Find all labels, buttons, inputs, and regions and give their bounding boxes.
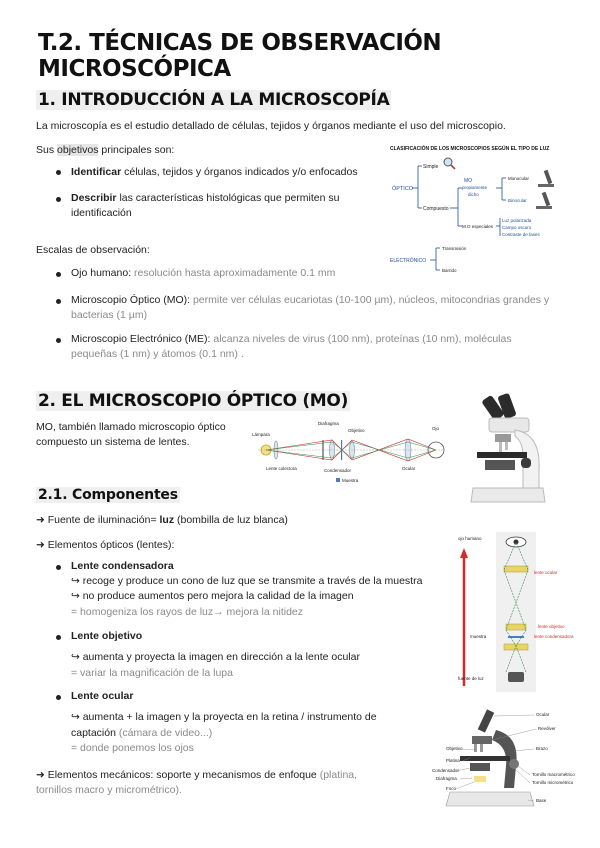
svg-text:Lente colectora: Lente colectora xyxy=(266,466,297,471)
classification-diagram xyxy=(386,140,586,280)
objective-item: Describir las características histológicas que permiten su identificación xyxy=(71,192,340,219)
magnifier-icon xyxy=(444,158,455,169)
mecanicos-item: ➜ Elementos mecánicos: soporte y mecanismos de enfoque (platina, xyxy=(36,769,358,781)
bullet xyxy=(56,695,61,700)
svg-text:Brazo: Brazo xyxy=(536,746,548,751)
lente-line: captación (cámara de video...) xyxy=(71,727,213,739)
svg-text:Platina: Platina xyxy=(446,758,460,763)
svg-text:Simple: Simple xyxy=(423,164,439,170)
opticos-item: ➜ Elementos ópticos (lentes): xyxy=(36,539,175,551)
microscope-icon xyxy=(536,192,552,209)
svg-text:dicho: dicho xyxy=(468,192,479,197)
svg-text:Condensador: Condensador xyxy=(432,768,460,773)
svg-text:Diafragma: Diafragma xyxy=(436,776,457,781)
svg-text:Ocular: Ocular xyxy=(402,466,416,471)
components-heading: 2.1. Componentes xyxy=(38,487,178,503)
svg-text:Objetivo: Objetivo xyxy=(348,428,365,433)
svg-text:Luz polarizada: Luz polarizada xyxy=(502,218,532,223)
svg-text:muestra: muestra xyxy=(470,634,487,639)
page-title: T.2. TÉCNICAS DE OBSERVACIÓN MICROSCÓPICA xyxy=(38,30,442,82)
intro-text: La microscopía es el estudio detallado de células, tejidos y órganos mediante el uso del microscopio. xyxy=(36,120,506,132)
microscope-photo xyxy=(445,390,565,510)
lente-name: Lente objetivo xyxy=(71,630,143,642)
svg-text:Muestra: Muestra xyxy=(342,478,359,483)
section-2-heading: 2. EL MICROSCOPIO ÓPTICO (MO) xyxy=(38,391,349,411)
optico-label: ÓPTICO xyxy=(392,186,414,192)
fuente-item: ➜ Fuente de iluminación= luz (bombilla de luz blanca) xyxy=(36,514,288,526)
bullet xyxy=(56,635,61,640)
svg-text:ojo humano: ojo humano xyxy=(458,536,482,541)
objectives-word: objetivos xyxy=(57,144,99,156)
svg-text:lente ocular: lente ocular xyxy=(534,570,558,575)
light-path-diagram xyxy=(248,418,448,488)
svg-text:Revólver: Revólver xyxy=(538,726,556,731)
svg-text:Ocular: Ocular xyxy=(536,712,550,717)
svg-text:fuente de luz: fuente de luz xyxy=(458,676,484,681)
bullet xyxy=(56,338,61,343)
mecanicos-item-cont: tornillos macro y micrométrico). xyxy=(36,784,182,796)
lente-note: = donde ponemos los ojos xyxy=(71,742,194,754)
svg-text:Condensador: Condensador xyxy=(324,468,352,473)
scale-item: Ojo humano: resolución hasta aproximadamente 0.1 mm xyxy=(71,267,336,279)
lente-line: ↪ recoge y produce un cono de luz que se transmite a través de la muestra xyxy=(71,575,423,587)
svg-text:M.O especiales: M.O especiales xyxy=(462,224,494,229)
svg-text:Lámpara: Lámpara xyxy=(252,432,270,437)
lente-line: ↪ no produce aumentos pero mejora la calidad de la imagen xyxy=(71,590,354,602)
svg-text:Ojo: Ojo xyxy=(432,426,440,431)
microscope-icon xyxy=(538,170,554,187)
bullet xyxy=(56,299,61,304)
svg-text:Campo oscuro: Campo oscuro xyxy=(502,225,532,230)
scale-item: Microscopio Electrónico (ME): alcanza niveles de virus (100 nm), proteínas (10 nm), moléculas pequeñas (1 nm) y átomos (0.1 nm) . xyxy=(71,333,512,360)
lente-name: Lente ocular xyxy=(71,690,134,702)
svg-text:Base: Base xyxy=(536,798,547,803)
svg-text:Compuesto: Compuesto xyxy=(423,206,449,212)
scales-label: Escalas de observación: xyxy=(36,244,150,256)
section-1-heading: 1. INTRODUCCIÓN A LA MICROSCOPÍA xyxy=(38,90,390,110)
svg-text:lente condensadora: lente condensadora xyxy=(534,634,574,639)
mo-intro: MO, también llamado microscopio óptico compuesto un sistema de lentes. xyxy=(36,421,226,448)
svg-text:Tornillo macrométrico: Tornillo macrométrico xyxy=(532,772,575,777)
lente-line: ↪ aumenta y proyecta la imagen en dirección a la lente ocular xyxy=(71,651,360,663)
svg-text:lente objetivo: lente objetivo xyxy=(538,624,565,629)
svg-text:Foco: Foco xyxy=(446,786,457,791)
lente-line: ↪ aumenta + la imagen y la proyecta en la retina / instrumento de xyxy=(71,711,377,723)
svg-text:Binocular: Binocular xyxy=(508,198,527,203)
svg-text:MO: MO xyxy=(464,178,473,184)
svg-text:Contraste de fases: Contraste de fases xyxy=(502,232,540,237)
bullet xyxy=(56,565,61,570)
svg-text:Transmisión: Transmisión xyxy=(442,246,467,251)
bullet xyxy=(56,272,61,277)
electronico-label: ELECTRÓNICO xyxy=(390,258,427,264)
svg-text:Monocular: Monocular xyxy=(508,176,530,181)
bullet xyxy=(56,170,61,175)
lente-name: Lente condensadora xyxy=(71,560,174,572)
svg-text:propiamente: propiamente xyxy=(462,185,488,190)
objectives-intro: Sus objetivos principales son: xyxy=(36,144,175,156)
svg-text:Barrido: Barrido xyxy=(442,268,457,273)
labeled-microscope-diagram xyxy=(410,706,590,814)
objective-item: Identificar células, tejidos y órganos indicados y/o enfocados xyxy=(71,166,358,178)
svg-text:Diafragma: Diafragma xyxy=(318,421,339,426)
ray-diagram xyxy=(456,526,576,696)
lente-note: = homogeniza los rayos de luz→ mejora la nitidez xyxy=(71,606,303,618)
svg-text:Objetivo: Objetivo xyxy=(446,746,463,751)
bullet xyxy=(56,197,61,202)
svg-text:Tornillo micrométrico: Tornillo micrométrico xyxy=(532,780,574,785)
lente-note: = variar la magnificación de la lupa xyxy=(71,667,233,679)
scale-item: Microscopio Óptico (MO): permite ver células eucariotas (10-100 µm), núcleos, mitocondrias grandes y bacterias (1 µm) xyxy=(71,294,550,321)
classif-title: CLASIFICACIÓN DE LOS MICROSCOPIOS SEGÚN EL TIPO DE LUZ xyxy=(390,146,550,152)
